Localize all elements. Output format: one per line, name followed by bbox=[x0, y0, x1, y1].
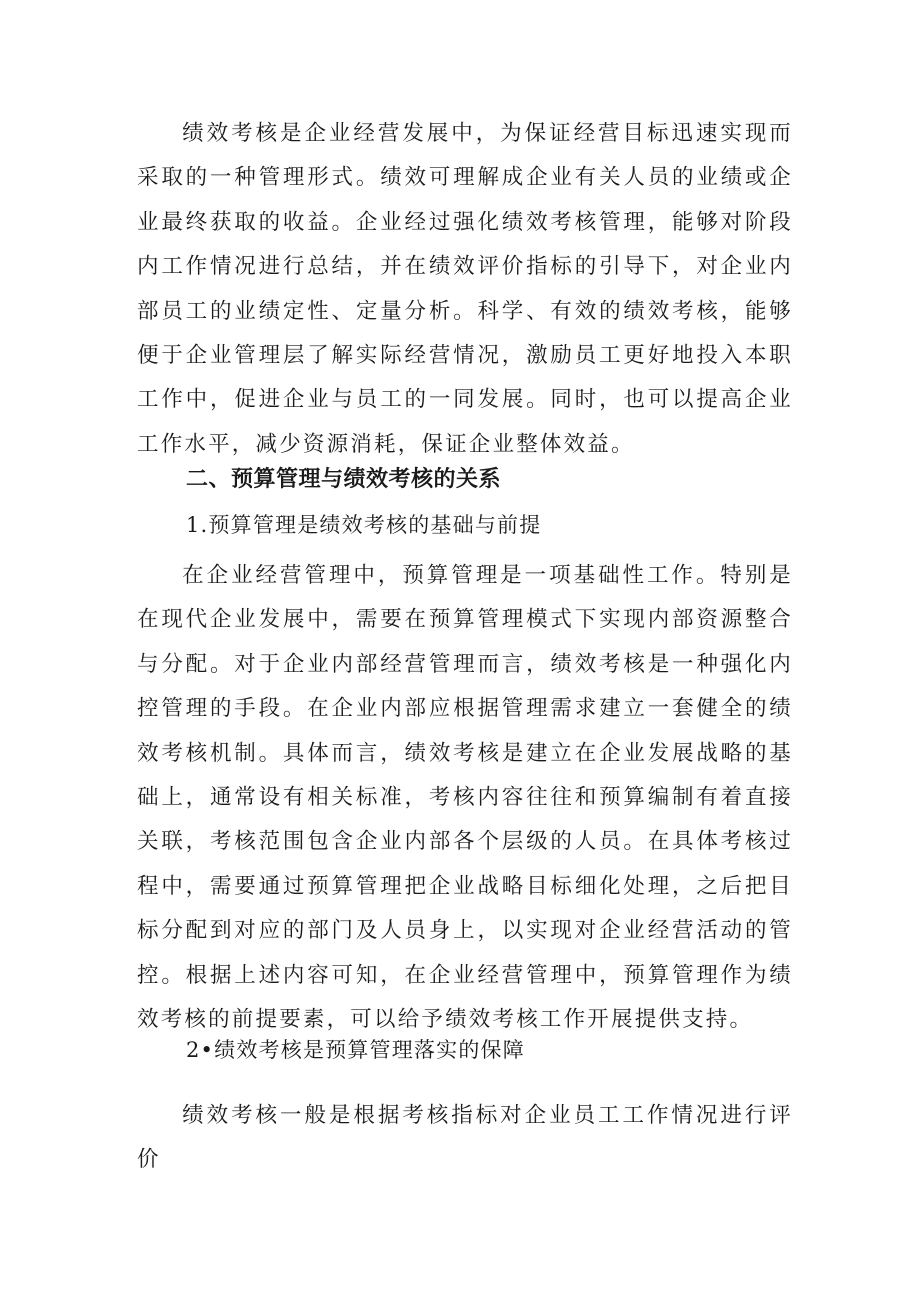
body-paragraph: 在企业经营管理中，预算管理是一项基础性工作。特别是在现代企业发展中，需要在预算管理模式下实现内部资源整合与分配。对于企业内部经营管理而言，绩效考核是一种强化内控管理的手段。在企业内部应根据管理需求建立一套健全的绩效考核机制。具体而言，绩效考核是建立在企业发展战略的基础上，通常设有相关标准，考核内容往往和预算编制有着直接关联，考核范围包含企业内部各个层级的人员。在具体考核过程中，需要通过预算管理把企业战略目标细化处理，之后把目标分配到对应的部门及人员身上，以实现对企业经营活动的管控。根据上述内容可知，在企业经营管理中，预算管理作为绩效考核的前提要素，可以给予绩效考核工作开展提供支持。 bbox=[137, 563, 793, 1033]
section-heading: 二、预算管理与绩效考核的关系 bbox=[186, 467, 502, 492]
subsection-title: 2•绩效考核是预算管理落实的保障 bbox=[186, 1038, 525, 1062]
body-paragraph: 绩效考核一般是根据考核指标对企业员工工作情况进行评价 bbox=[137, 1103, 793, 1173]
body-paragraph: 绩效考核是企业经营发展中，为保证经营目标迅速实现而采取的一种管理形式。绩效可理解成企业有关人员的业绩或企业最终获取的收益。企业经过强化绩效考核管理，能够对阶段内工作情况进行总结，并在绩效评价指标的引导下，对企业内部员工的业绩定性、定量分析。科学、有效的绩效考核，能够便于企业管理层了解实际经营情况，激励员工更好地投入本职工作中，促进企业与员工的一同发展。同时，也可以提高企业工作水平，减少资源消耗，保证企业整体效益。 bbox=[137, 121, 793, 457]
subsection-title: 1.预算管理是绩效考核的基础与前提 bbox=[186, 513, 542, 537]
